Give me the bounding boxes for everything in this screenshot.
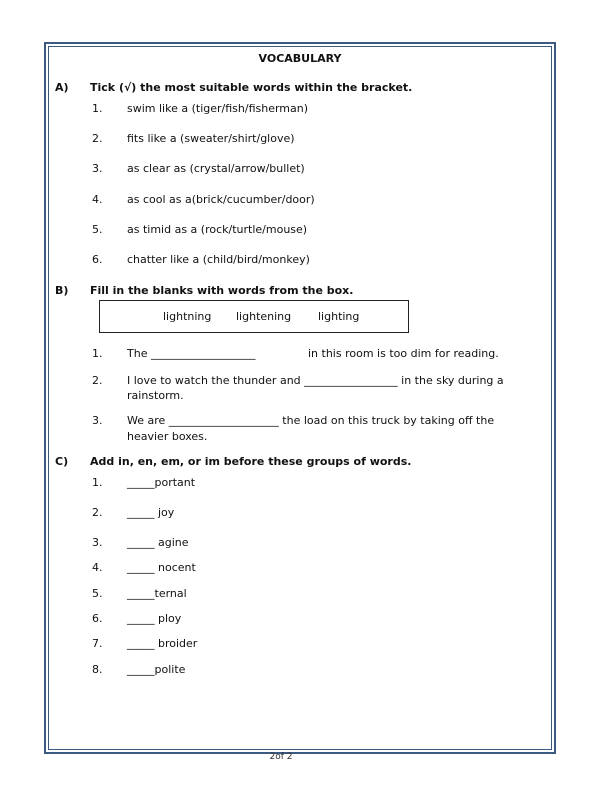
section-a-instruction: Tick (√) the most suitable words within the bracket. [90,81,413,94]
list-item: I love to watch the thunder and _________________ in the sky during a [127,374,504,387]
list-item-number: 8. [92,663,103,676]
list-item: The ___________________ [127,347,256,360]
box-word: lightening [236,310,292,323]
section-a-letter: A) [55,81,69,94]
list-item-number: 5. [92,587,103,600]
list-item: swim like a (tiger/fish/fisherman) [127,102,309,115]
list-item: We are ____________________ the load on this truck by taking off the [127,414,495,427]
list-item: _____portant [127,476,196,489]
list-item: _____ nocent [127,561,196,574]
list-item-continuation: rainstorm. [127,389,184,402]
list-item: fits like a (sweater/shirt/glove) [127,132,295,145]
list-item-number: 3. [92,162,103,175]
list-item: _____ broider [127,637,198,650]
list-item-continuation: heavier boxes. [127,430,208,443]
list-item-number: 4. [92,193,103,206]
list-item: chatter like a (child/bird/monkey) [127,253,310,266]
list-item-number: 4. [92,561,103,574]
list-item-number: 3. [92,536,103,549]
list-item: as timid as a (rock/turtle/mouse) [127,223,308,236]
list-item-number: 6. [92,253,103,266]
section-b-letter: B) [55,284,69,297]
list-item-number: 1. [92,102,103,115]
list-item-number: 1. [92,347,103,360]
box-word: lighting [318,310,360,323]
list-item: _____ternal [127,587,187,600]
list-item-number: 7. [92,637,103,650]
list-item: as cool as a(brick/cucumber/door) [127,193,315,206]
box-word: lightning [163,310,212,323]
list-item-number: 1. [92,476,103,489]
list-item-number: 2. [92,132,103,145]
section-c-instruction: Add in, en, em, or im before these groups of words. [90,455,412,468]
list-item: _____ joy [127,506,175,519]
list-item-number: 2. [92,374,103,387]
page-title: VOCABULARY [258,52,342,65]
list-item: _____ ploy [127,612,182,625]
list-item: _____polite [127,663,186,676]
list-item-number: 3. [92,414,103,427]
list-item: as clear as (crystal/arrow/bullet) [127,162,305,175]
page-number: 2of 2 [269,752,293,762]
page-border-inner [48,46,552,750]
list-item-number: 2. [92,506,103,519]
list-item-continuation: in this room is too dim for reading. [308,347,499,360]
section-c-letter: C) [55,455,69,468]
section-b-instruction: Fill in the blanks with words from the box. [90,284,354,297]
list-item-number: 6. [92,612,103,625]
list-item-number: 5. [92,223,103,236]
list-item: _____ agine [127,536,189,549]
